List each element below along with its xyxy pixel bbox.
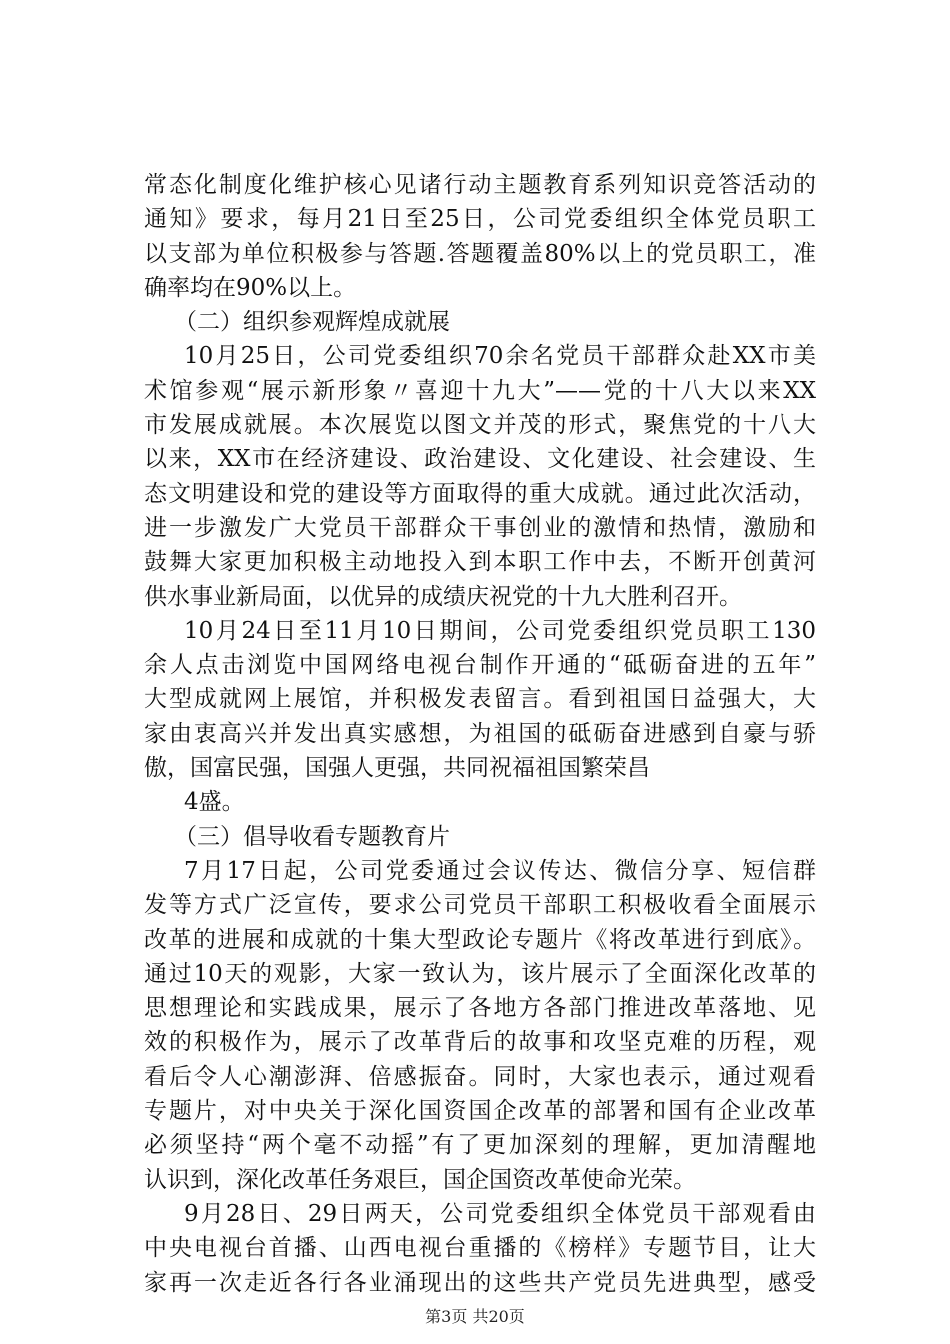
text-line: 通知》要求，每月21日至25日，公司党委组织全体党员职工 (144, 206, 816, 233)
text-line: 必须坚持“两个毫不动摇”有了更加深刻的理解，更加清醒地 (144, 1132, 816, 1159)
text-line: 7月17日起，公司党委通过会议传达、微信分享、短信群 (184, 857, 816, 884)
text-line: 发等方式广泛宣传，要求公司党员干部职工积极收看全面展示 (144, 892, 816, 919)
text-line: 通过10天的观影，大家一致认为，该片展示了全面深化改革的 (144, 960, 816, 987)
text-line: 态文明建设和党的建设等方面取得的重大成就。通过此次活动， (144, 480, 816, 507)
text-line: 10月25日，公司党委组织70余名党员干部群众赴XX市美 (184, 343, 816, 370)
text-line: 认识到，深化改革任务艰巨，国企国资改革使命光荣。 (144, 1166, 696, 1193)
text-line: 家由衷高兴并发出真实感想，为祖国的砥砺奋进感到自豪与骄 (144, 720, 816, 747)
text-line: 市发展成就展。本次展览以图文并茂的形式，聚焦党的十八大 (144, 412, 816, 439)
text-line: 4盛。 (184, 789, 245, 816)
text-line: 余人点击浏览中国网络电视台制作开通的“砥砺奋进的五年” (144, 652, 816, 679)
document-body (144, 168, 816, 1300)
text-line: 以支部为单位积极参与答题.答题覆盖80%以上的党员职工，准 (144, 240, 816, 267)
text-line: 常态化制度化维护核心见诸行动主题教育系列知识竞答活动的 (144, 172, 816, 198)
text-line: 中央电视台首播、山西电视台重播的《榜样》专题节目，让大 (144, 1235, 816, 1262)
text-line: 以来，XX市在经济建设、政治建设、文化建设、社会建设、生 (144, 446, 816, 473)
text-line: 大型成就网上展馆，并积极发表留言。看到祖国日益强大，大 (144, 686, 816, 713)
text-line: 确率均在90%以上。 (144, 274, 357, 301)
text-line: 傲，国富民强，国强人更强，共同祝福祖国繁荣昌 (144, 755, 650, 782)
text-line: （二）组织参观辉煌成就展 (174, 309, 450, 336)
text-line: 鼓舞大家更加积极主动地投入到本职工作中去，不断开创黄河 (144, 549, 816, 576)
text-line: 改革的进展和成就的十集大型政论专题片《将改革进行到底》。 (144, 926, 816, 953)
text-line: 专题片，对中央关于深化国资国企改革的部署和国有企业改革 (144, 1098, 816, 1125)
text-line: 进一步激发广大党员干部群众干事创业的激情和热情，激励和 (144, 514, 816, 541)
text-line: 家再一次走近各行各业涌现出的这些共产党员先进典型，感受 (144, 1269, 816, 1296)
text-line: 思想理论和实践成果，展示了各地方各部门推进改革落地、见 (144, 995, 816, 1022)
text-line: 术馆参观“展示新形象〃喜迎十九大”——党的十八大以来XX (144, 377, 816, 404)
text-line: 10月24日至11月10日期间，公司党委组织党员职工130 (184, 617, 816, 644)
text-line: 效的积极作为，展示了改革背后的故事和攻坚克难的历程，观 (144, 1029, 816, 1056)
text-line: 看后令人心潮澎湃、倍感振奋。同时，大家也表示，通过观看 (144, 1063, 816, 1090)
page-footer: 第3页 共20页 (425, 1307, 525, 1326)
text-line: 9月28日、29日两天，公司党委组织全体党员干部观看由 (184, 1200, 816, 1227)
text-line: （三）倡导收看专题教育片 (174, 823, 450, 850)
text-line: 供水事业新局面，以优异的成绩庆祝党的十九大胜利召开。 (144, 583, 742, 610)
